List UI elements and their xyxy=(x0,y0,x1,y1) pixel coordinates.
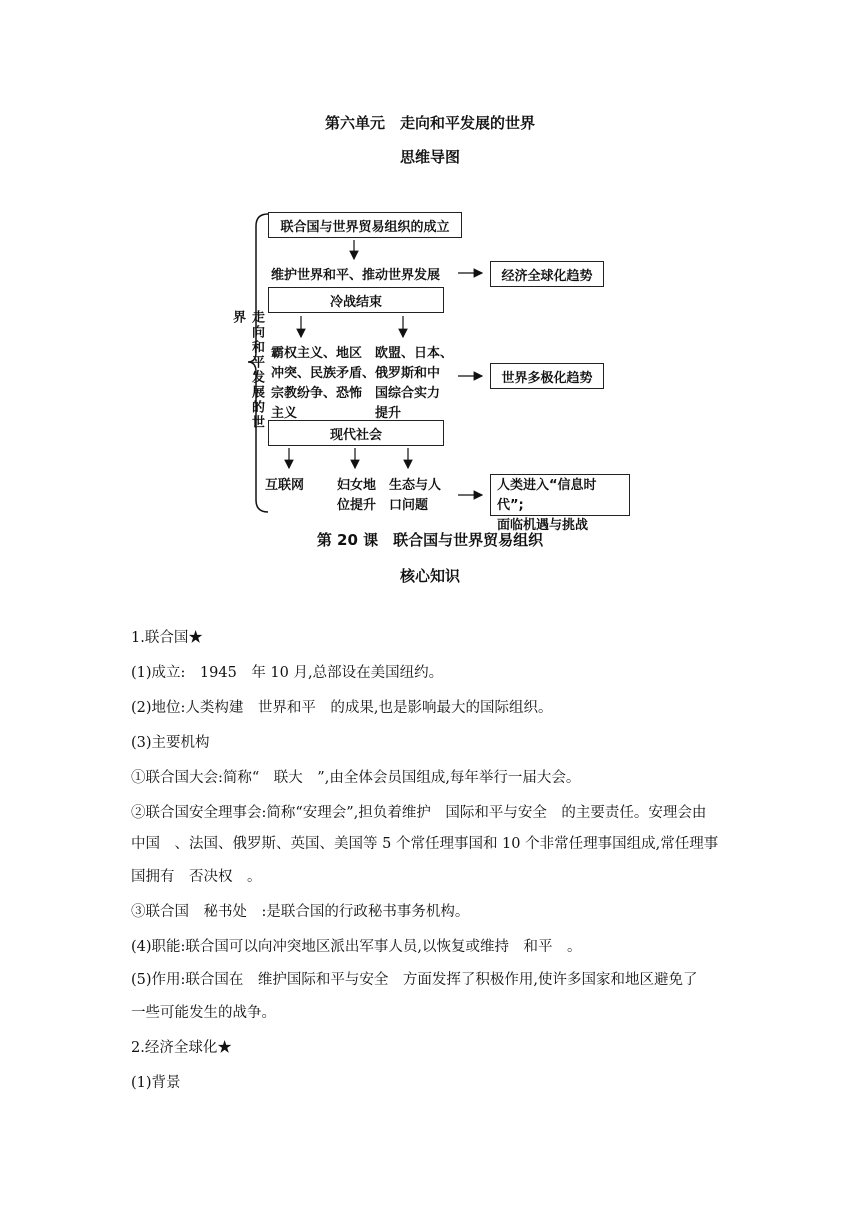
col-powers-line: 俄罗斯和中 xyxy=(375,366,441,381)
item-women xyxy=(337,476,376,516)
lesson-title: 第 20 课 联合国与世界贸易组织 xyxy=(316,531,544,549)
body-line: (2)地位:人类构建 世界和平 的成果,也是影响最大的国际组织。 xyxy=(131,700,553,716)
result-info-line: 人类进入“信息时代”; xyxy=(497,478,597,513)
body-line: ②联合国安全理事会:简称“安理会”,担负着维护 国际和平与安全 的主要责任。安理会由 xyxy=(131,805,707,821)
box-modern-society: 现代社会 xyxy=(268,420,444,446)
body-line: 一些可能发生的战争。 xyxy=(131,1005,276,1021)
body-line: ①联合国大会:简称“ 联大 ”,由全体会员国组成,每年举行一届大会。 xyxy=(131,770,581,786)
col-hegemony-line: 霸权主义、地区 xyxy=(271,346,363,361)
body-line: (1)成立: 1945 年 10 月,总部设在美国纽约。 xyxy=(131,665,444,681)
col-hegemony-line: 宗教纷争、恐怖 xyxy=(271,386,363,401)
core-knowledge-heading: 核心知识 xyxy=(399,567,460,585)
item-internet: 互联网 xyxy=(265,478,305,493)
result-info-age-box xyxy=(490,474,630,533)
line-maintain-peace: 维护世界和平、推动世界发展 xyxy=(271,268,441,283)
mindmap-side-label: 走向和平发展的世界 xyxy=(230,310,264,430)
body-line: (5)作用:联合国在 维护国际和平与安全 方面发挥了积极作用,使许多国家和地区避免了 xyxy=(131,972,698,988)
mindmap-heading: 思维导图 xyxy=(399,148,460,166)
mind-map xyxy=(0,0,860,533)
item-ecology xyxy=(389,476,441,516)
item-women-line: 妇女地 xyxy=(337,478,377,493)
col-hegemony xyxy=(271,344,375,424)
body-line: (3)主要机构 xyxy=(131,735,210,751)
item-ecology-line: 生态与人 xyxy=(389,478,442,493)
box-un-wto: 联合国与世界贸易组织的成立 xyxy=(268,212,462,238)
col-hegemony-line: 冲突、民族矛盾、 xyxy=(271,366,376,381)
body-line: ③联合国 秘书处 :是联合国的行政秘书事务机构。 xyxy=(131,904,470,920)
body-line: (1)背景 xyxy=(131,1075,181,1091)
result-info-line: 面临机遇与挑战 xyxy=(497,518,589,533)
col-powers-line: 提升 xyxy=(375,406,402,421)
item-ecology-line: 口问题 xyxy=(389,498,429,513)
unit-title: 第六单元 走向和平发展的世界 xyxy=(324,114,535,132)
trend-multipolar-box: 世界多极化趋势 xyxy=(490,363,604,389)
item-women-line: 位提升 xyxy=(337,498,377,513)
col-powers-line: 国综合实力 xyxy=(375,386,441,401)
body-line: (4)职能:联合国可以向冲突地区派出军事人员,以恢复或维持 和平 。 xyxy=(131,939,582,955)
body-line: 国拥有 否决权 。 xyxy=(131,869,262,885)
box-cold-war-end: 冷战结束 xyxy=(268,287,444,313)
col-powers xyxy=(375,344,453,424)
col-hegemony-line: 主义 xyxy=(271,406,298,421)
body-line: 2.经济全球化★ xyxy=(131,1040,232,1056)
col-powers-line: 欧盟、日本、 xyxy=(375,346,454,361)
body-line: 中国 、法国、俄罗斯、英国、美国等 5 个常任理事国和 10 个非常任理事国组成,常任理事 xyxy=(131,836,719,852)
trend-globalization-box: 经济全球化趋势 xyxy=(490,261,604,287)
body-line: 1.联合国★ xyxy=(131,630,203,646)
